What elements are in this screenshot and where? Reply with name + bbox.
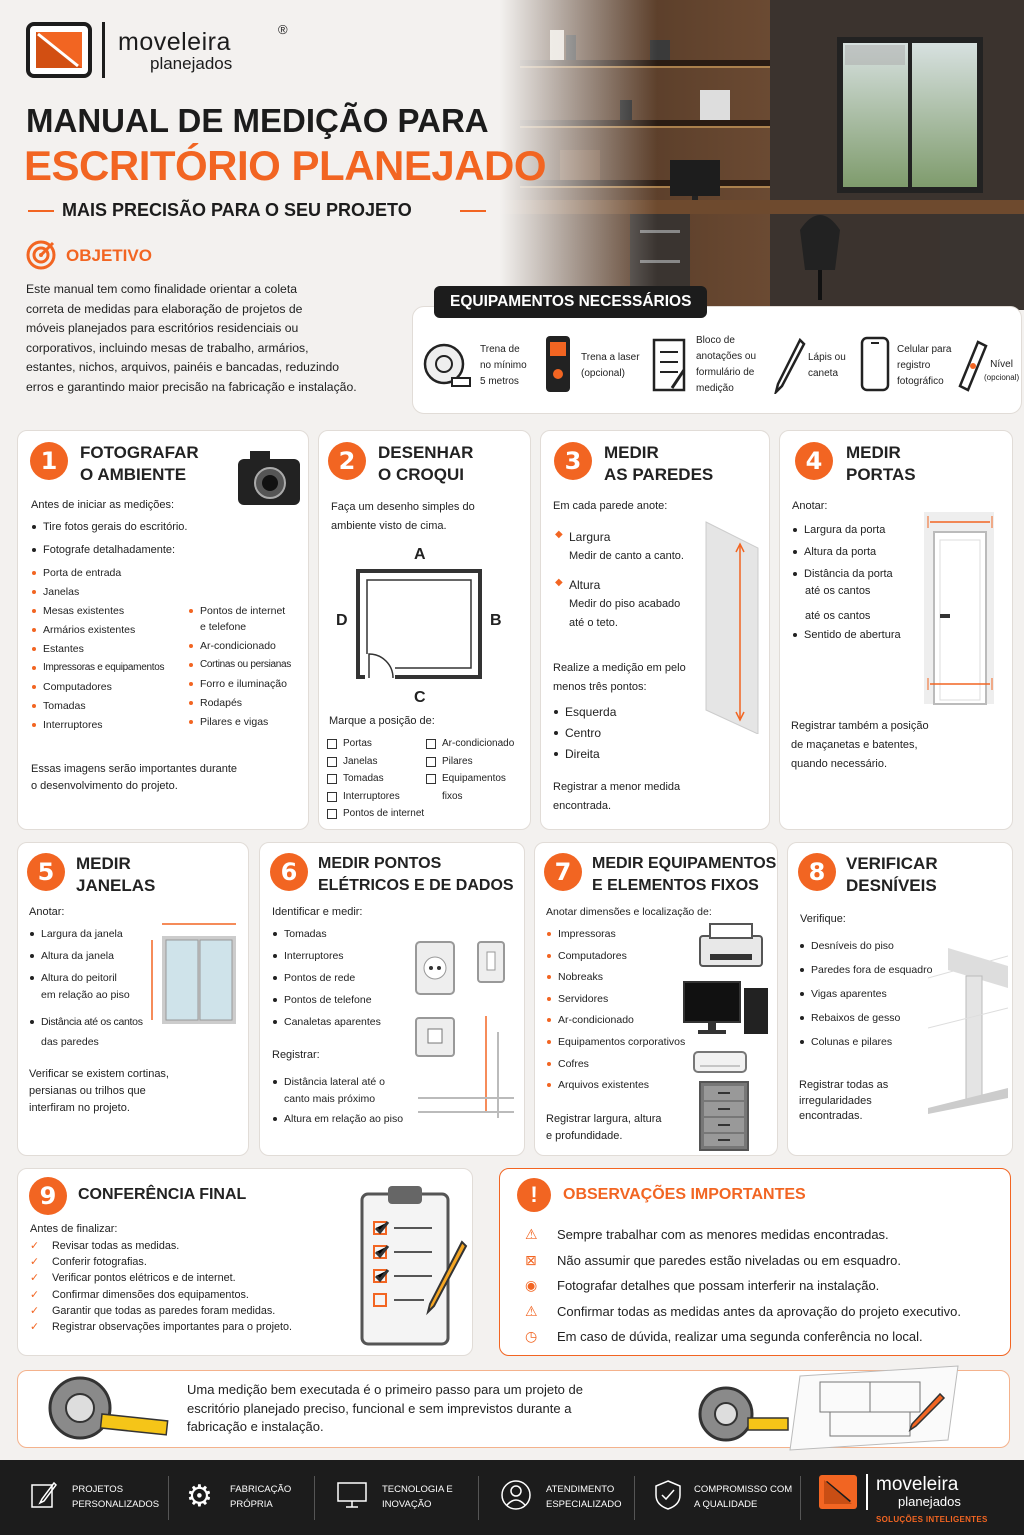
shield-check-icon — [654, 1479, 694, 1516]
step-number: 5 — [27, 853, 65, 891]
card3-height: Altura Medir do piso acabado até o teto. — [569, 578, 681, 629]
pencil-icon — [772, 338, 806, 399]
check-icon: ✓ — [30, 1256, 40, 1269]
equip-item-phone: Celular para registro fotográfico — [897, 344, 952, 387]
wall-label-a: A — [414, 546, 426, 563]
card2-intro: Faça um desenho simples do ambiente visto de cima. — [331, 501, 475, 532]
printer-icon — [696, 920, 766, 975]
equip-item-level: Nível (opcional) — [984, 359, 1020, 382]
step-number: 3 — [554, 442, 592, 480]
step-number: 4 — [795, 442, 833, 480]
card-title: DESENHAR O CROQUI — [378, 443, 474, 484]
footer-item-fabrication: ⚙ FABRICAÇÃO PRÓPRIA — [186, 1480, 292, 1513]
card4-sub1: até os cantos — [805, 585, 871, 597]
objetivo-text: Este manual tem como finalidade orientar a coleta correta de medidas para elaboração de projetos de móveis planejados para escritórios residenciais ou corporativos, incluindo mesas de trabalho, armários, estantes, nichos, arquivos, painéis e bancadas, reduzindo erros e garantindo maior precisão na fabricação e instalação. — [26, 282, 357, 394]
bullet-diamond: ◆ — [555, 529, 563, 540]
tape-measure-large-icon — [44, 1374, 174, 1449]
footer-logo — [818, 1474, 858, 1515]
card7-list: Impressoras Computadores Nobreaks Servidores Ar-condicionado Equipamentos corporativos Cofres Arquivos existentes — [546, 927, 685, 1097]
card8-note: Registrar todas as irregularidades encontradas. — [799, 1079, 889, 1122]
equip-item-laser: Trena a laser (opcional) — [581, 352, 640, 379]
laser-measure-icon — [543, 334, 573, 399]
page-subtitle: MAIS PRECISÃO PARA O SEU PROJETO — [62, 200, 412, 220]
card-title: MEDIR AS PAREDES — [604, 443, 714, 484]
check-icon: ✓ — [30, 1240, 40, 1252]
card-title: MEDIR EQUIPAMENTOS E ELEMENTOS FIXOS — [592, 855, 777, 894]
card1-note: Essas imagens serão importantes durante o desenvolvimento do projeto. — [31, 763, 238, 792]
air-conditioner-icon — [692, 1050, 748, 1079]
card3-points-list: Esquerda Centro Direita — [553, 705, 616, 766]
footer-logo-divider — [866, 1474, 868, 1510]
card1-intro: Antes de iniciar as medições: — [31, 499, 175, 511]
notepad-icon — [650, 334, 690, 399]
check-icon: ✓ — [30, 1321, 40, 1334]
wall-label-d: D — [336, 612, 348, 629]
card7-note: Registrar largura, altura e profundidade. — [546, 1113, 662, 1142]
obs-title: OBSERVAÇÕES IMPORTANTES — [563, 1186, 806, 1203]
card9-intro: Antes de finalizar: — [30, 1223, 118, 1235]
card4-list: Largura da porta Altura da porta Distância da porta — [792, 523, 893, 586]
card6-reg-sub: canto mais próximo — [284, 1093, 376, 1105]
step-number: 6 — [270, 853, 308, 891]
page-title-line2: ESCRITÓRIO PLANEJADO — [24, 142, 547, 189]
card2-checklist-b: Ar-condicionado Pilares Equipamentos — [426, 738, 514, 791]
warning-icon: ⚠ — [525, 1302, 538, 1319]
card5-note: Verificar se existem cortinas, persianas ou trilhos que interfiram no projeto. — [29, 1068, 169, 1114]
office-photo — [500, 0, 1024, 310]
equip-item-pencil: Lápis ou caneta — [808, 352, 846, 379]
card8-intro: Verifique: — [800, 913, 846, 925]
card6-reg-list: Distância lateral até o — [272, 1075, 385, 1094]
alert-icon: ! — [517, 1178, 551, 1212]
card4-intro: Anotar: — [792, 500, 828, 512]
subtitle-line-left — [28, 210, 54, 212]
equip-item-notepad: Bloco de anotações ou formulário de medição — [696, 335, 757, 394]
card4-note: Registrar também a posição de maçanetas e batentes, quando necessário. — [791, 720, 929, 770]
card5-list: Largura da janela Altura da janela Altura do peitoril — [29, 927, 123, 990]
door-diagram — [920, 508, 1000, 713]
card2-checklist-a: Portas Janelas Tomadas Interruptores Pontos de internet — [327, 738, 424, 826]
target-icon — [26, 240, 56, 270]
card7-intro: Anotar dimensões e localização de: — [546, 906, 712, 918]
card-title: VERIFICAR DESNÍVEIS — [846, 854, 938, 895]
footer-item-quality: COMPROMISSO COM A QUALIDADE — [654, 1470, 792, 1524]
outlet-icon — [414, 940, 456, 1001]
footer-brand-sub: planejados — [898, 1494, 961, 1509]
clipboard-icon — [358, 1184, 468, 1355]
brand-logo — [26, 22, 92, 78]
card3-points: Realize a medição em pelo menos três pontos: — [553, 662, 686, 693]
card6-intro: Identificar e medir: — [272, 906, 363, 918]
card5-sub: em relação ao piso — [41, 989, 130, 1001]
wall-diagram — [702, 518, 762, 739]
warning-icon: ⚠ — [525, 1226, 538, 1242]
card-title: MEDIR JANELAS — [76, 854, 156, 895]
footer-divider — [800, 1476, 801, 1520]
card6-reg: Registrar: — [272, 1049, 320, 1061]
card8-list: Desníveis do piso Paredes fora de esquadro Vigas aparentes Rebaixos de gesso Colunas e pilares — [799, 939, 932, 1054]
footer-tagline: SOLUÇÕES INTELIGENTES — [876, 1515, 988, 1524]
footer-divider — [168, 1476, 169, 1520]
bullet-diamond: ◆ — [555, 577, 563, 588]
card6-list: Tomadas Interruptores Pontos de rede Pontos de telefone Canaletas aparentes — [272, 927, 381, 1034]
brand-sub: planejados — [150, 54, 233, 73]
card-title: MEDIR PONTOS ELÉTRICOS E DE DADOS — [318, 855, 514, 894]
footer-divider — [314, 1476, 315, 1520]
card-title: FOTOGRAFAR O AMBIENTE — [80, 443, 199, 484]
objetivo-title: OBJETIVO — [66, 246, 152, 265]
computer-icon — [682, 980, 772, 1041]
card4-last: Sentido de abertura — [792, 628, 901, 647]
check-icon: ✓ — [30, 1304, 40, 1317]
equip-title: EQUIPAMENTOS NECESSÁRIOS — [434, 286, 707, 318]
user-icon — [500, 1479, 546, 1516]
card2-fixed: fixos — [442, 791, 463, 802]
window-diagram — [148, 918, 240, 1035]
file-cabinet-icon — [698, 1080, 750, 1157]
step-number: 8 — [798, 853, 836, 891]
phone-icon — [860, 336, 890, 397]
footer-divider — [634, 1476, 635, 1520]
card5-sub2: das paredes — [41, 1036, 99, 1048]
clock-icon: ◷ — [525, 1328, 538, 1344]
pen-icon — [30, 1481, 72, 1514]
card1-list-a: Porta de entrada Janelas Mesas existentes Armários existentes Estantes Impressoras e equipamentos Computadores Tomadas Interruptores — [31, 566, 164, 737]
camera-small-icon: ◉ — [525, 1277, 538, 1293]
wall-label-c: C — [414, 689, 426, 706]
footer-item-projects: PROJETOS PERSONALIZADOS — [30, 1470, 159, 1524]
card3-intro: Em cada parede anote: — [553, 500, 668, 512]
floor-plan-sketch — [355, 568, 485, 685]
equip-item-tape: Trena de no mínimo 5 metros — [480, 344, 527, 387]
step-number: 1 — [30, 442, 68, 480]
banner-text: Uma medição bem executada é o primeiro passo para um projeto de escritório planejado preciso, funcional e sem imprevistos durante a fabricação e instalação. — [187, 1382, 583, 1434]
ruler-icon: ⊠ — [525, 1251, 537, 1268]
brand-name: moveleira — [118, 28, 231, 56]
card-title: MEDIR PORTAS — [846, 443, 916, 484]
obs-list: ⚠ Sempre trabalhar com as menores medidas encontradas. ⊠ Não assumir que paredes estão niveladas ou em esquadro. ◉ Fotografar detalhes que possam interferir na instalação. ⚠ Confirmar todas as medidas antes da aprovação do projeto executivo. ◷ Em caso de dúvida, realizar uma segunda conferência no local. — [525, 1222, 961, 1350]
page-title-line1: MANUAL DE MEDIÇÃO PARA — [26, 102, 489, 139]
logo-divider — [102, 22, 105, 78]
check-icon: ✓ — [30, 1272, 40, 1285]
column-diagram — [928, 948, 1008, 1119]
card1-bullets: Tire fotos gerais do escritório. Fotografe detalhadamente: — [31, 520, 187, 562]
step-number: 7 — [544, 853, 582, 891]
measure-lines — [418, 1012, 514, 1127]
blueprint-icon — [690, 1362, 970, 1463]
wall-label-b: B — [490, 612, 502, 629]
card3-width: Largura Medir de canto a canto. — [569, 530, 684, 562]
subtitle-line-right — [460, 210, 486, 212]
brand-registered: ® — [278, 22, 288, 37]
card2-mark: Marque a posição de: — [329, 715, 435, 727]
monitor-icon — [336, 1481, 382, 1514]
card9-checklist: ✓ Revisar todas as medidas. ✓ Conferir fotografias. ✓ Verificar pontos elétricos e de internet. ✓ Confirmar dimensões dos equipamentos. ✓ Garantir que todas as paredes foram medidas. ✓ Registrar observações importantes para o projeto. — [30, 1238, 292, 1335]
card6-reg-list-b: Altura em relação ao piso — [272, 1112, 403, 1131]
gear-icon: ⚙ — [186, 1480, 213, 1513]
check-icon: ✓ — [30, 1288, 40, 1301]
footer-divider — [478, 1476, 479, 1520]
tape-measure-icon — [422, 338, 472, 395]
card4-sub2: até os cantos — [805, 610, 871, 622]
card3-note: Registrar a menor medida encontrada. — [553, 781, 681, 812]
switch-icon — [476, 940, 506, 989]
card5-intro: Anotar: — [29, 906, 65, 918]
step-number: 2 — [328, 442, 366, 480]
footer-item-technology: TECNOLOGIA E INOVAÇÃO — [336, 1470, 453, 1524]
step-number: 9 — [29, 1177, 67, 1215]
card-title: CONFERÊNCIA FINAL — [78, 1186, 247, 1203]
card5-list-b: Distância até os cantos — [29, 1015, 143, 1034]
card1-list-b: Pontos de internet e telefone Ar-condicionado Cortinas ou persianas Forro e iluminação Rodapés Pilares e vigas — [188, 604, 291, 734]
camera-icon — [236, 447, 302, 512]
footer-brand-name: moveleira — [876, 1474, 959, 1495]
footer-item-support: ATENDIMENTO ESPECIALIZADO — [500, 1470, 622, 1524]
